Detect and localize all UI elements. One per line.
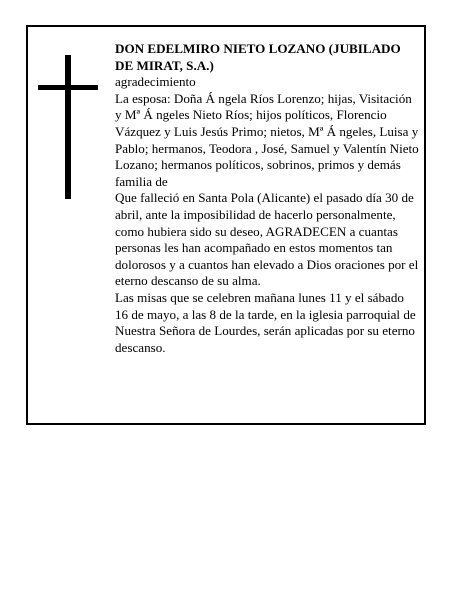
notice-text (115, 41, 420, 356)
notice-heading: DON EDELMIRO NIETO LOZANO (JUBILADO DE MIRAT, S.A.) (115, 41, 401, 73)
thanks-paragraph: Que falleció en Santa Pola (Alicante) el pasado día 30 de abril, ante la imposibilidad de hacerlo personalmente, como hubiera sido su deseo, AGRADECEN a cuantas personas les han acompañado en estos momentos tan dolorosos y a cuantos han elevado a Dios oraciones por el eterno descanso de su alma. (115, 190, 419, 289)
notice-subheading: agradecimiento (115, 74, 196, 90)
cross-vertical-bar (65, 55, 71, 199)
family-paragraph: La esposa: Doña Á ngela Ríos Lorenzo; hijas, Visitación y Mª Á ngeles Nieto Ríos; hijos políticos, Florencio Vázquez y Luis Jesús Primo; nietos, Mª Á ngeles, Luisa y Pablo; hermanos, Teodora , José, Samuel y Valentín Nieto Lozano; hermanos políticos, sobrinos, primos y demás familia de (115, 90, 419, 189)
obituary-notice (26, 25, 426, 425)
cross-horizontal-bar (38, 85, 98, 90)
mass-paragraph: Las misas que se celebren mañana lunes 11 y el sábado 16 de mayo, a las 8 de la tarde, en la iglesia parroquial de Nuestra Señora de Lourdes, serán aplicadas por su eterno descanso. (115, 289, 416, 355)
cross-icon (38, 55, 98, 199)
